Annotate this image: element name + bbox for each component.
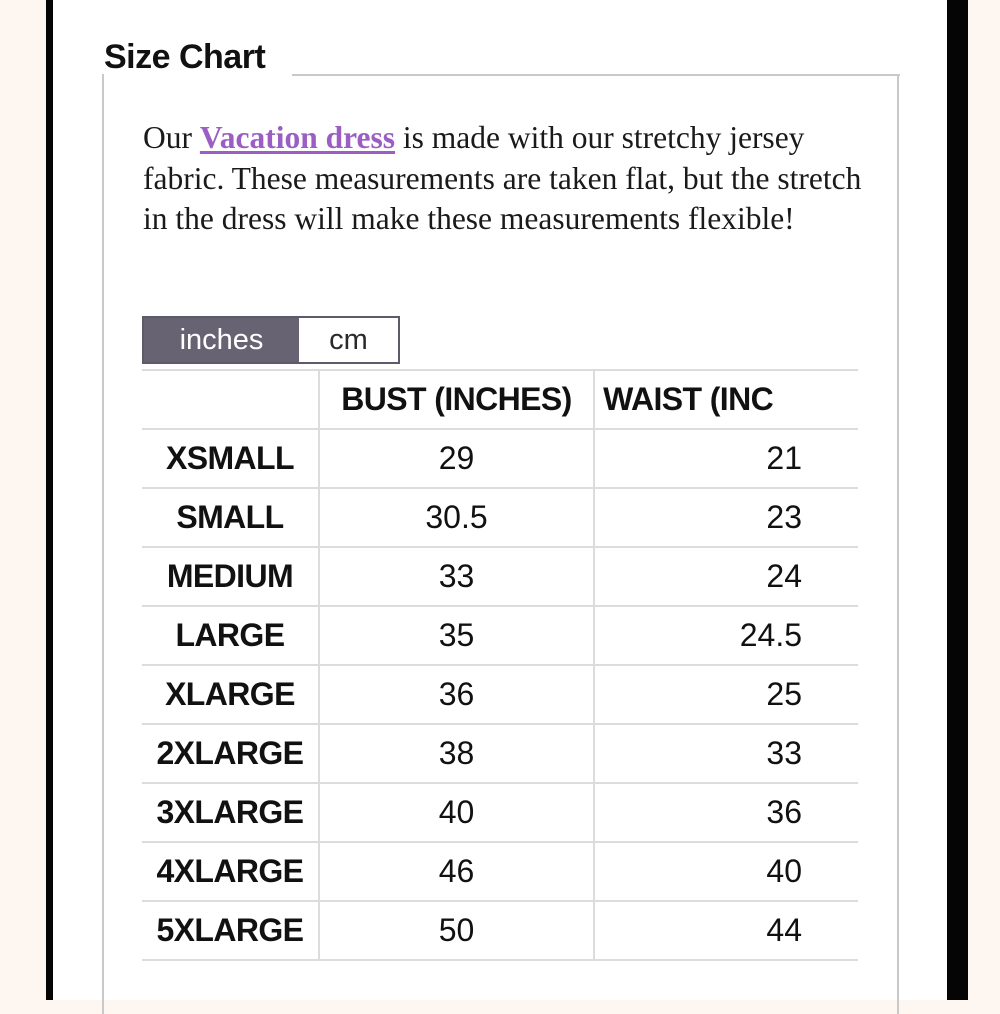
size-chart-description — [143, 118, 863, 240]
unit-option-inches[interactable]: inches — [144, 318, 299, 362]
page-title: Size Chart — [104, 38, 266, 76]
waist-cell: 23 — [594, 488, 858, 547]
bust-cell: 35 — [319, 606, 594, 665]
frame-border-right — [947, 0, 968, 1000]
size-cell: 2XLARGE — [142, 724, 319, 783]
bust-cell: 33 — [319, 547, 594, 606]
table-row — [142, 606, 858, 665]
bust-cell: 50 — [319, 901, 594, 960]
header-size — [142, 370, 319, 429]
waist-cell: 36 — [594, 783, 858, 842]
header-bust: BUST (INCHES) — [319, 370, 594, 429]
table-row — [142, 665, 858, 724]
table-row — [142, 547, 858, 606]
size-table — [142, 369, 858, 961]
waist-cell: 44 — [594, 901, 858, 960]
table-row — [142, 783, 858, 842]
bust-cell: 40 — [319, 783, 594, 842]
bust-cell: 29 — [319, 429, 594, 488]
table-header-row — [142, 370, 858, 429]
size-cell: SMALL — [142, 488, 319, 547]
table-row — [142, 488, 858, 547]
unit-toggle — [142, 316, 400, 364]
size-table-body — [142, 429, 858, 960]
waist-cell: 24.5 — [594, 606, 858, 665]
table-row — [142, 724, 858, 783]
unit-option-cm[interactable]: cm — [299, 318, 398, 362]
header-waist: WAIST (INC — [594, 370, 858, 429]
waist-cell: 24 — [594, 547, 858, 606]
waist-cell: 25 — [594, 665, 858, 724]
size-cell: MEDIUM — [142, 547, 319, 606]
size-table-viewport[interactable] — [142, 369, 858, 961]
description-intro: Our — [143, 120, 200, 155]
description-body: is made with our stretchy jersey fabric. These measurements are taken flat, but the stretch in the dress will make these measurements flexible! — [143, 120, 862, 236]
size-cell: 5XLARGE — [142, 901, 319, 960]
waist-cell: 21 — [594, 429, 858, 488]
waist-cell: 40 — [594, 842, 858, 901]
bust-cell: 30.5 — [319, 488, 594, 547]
waist-cell: 33 — [594, 724, 858, 783]
size-cell: XSMALL — [142, 429, 319, 488]
product-link[interactable]: Vacation dress — [199, 120, 396, 155]
size-cell: 3XLARGE — [142, 783, 319, 842]
table-row — [142, 842, 858, 901]
size-cell: XLARGE — [142, 665, 319, 724]
table-row — [142, 901, 858, 960]
size-cell: 4XLARGE — [142, 842, 319, 901]
size-cell: LARGE — [142, 606, 319, 665]
bust-cell: 46 — [319, 842, 594, 901]
bust-cell: 38 — [319, 724, 594, 783]
frame-border-left — [46, 0, 53, 1000]
bust-cell: 36 — [319, 665, 594, 724]
table-row — [142, 429, 858, 488]
